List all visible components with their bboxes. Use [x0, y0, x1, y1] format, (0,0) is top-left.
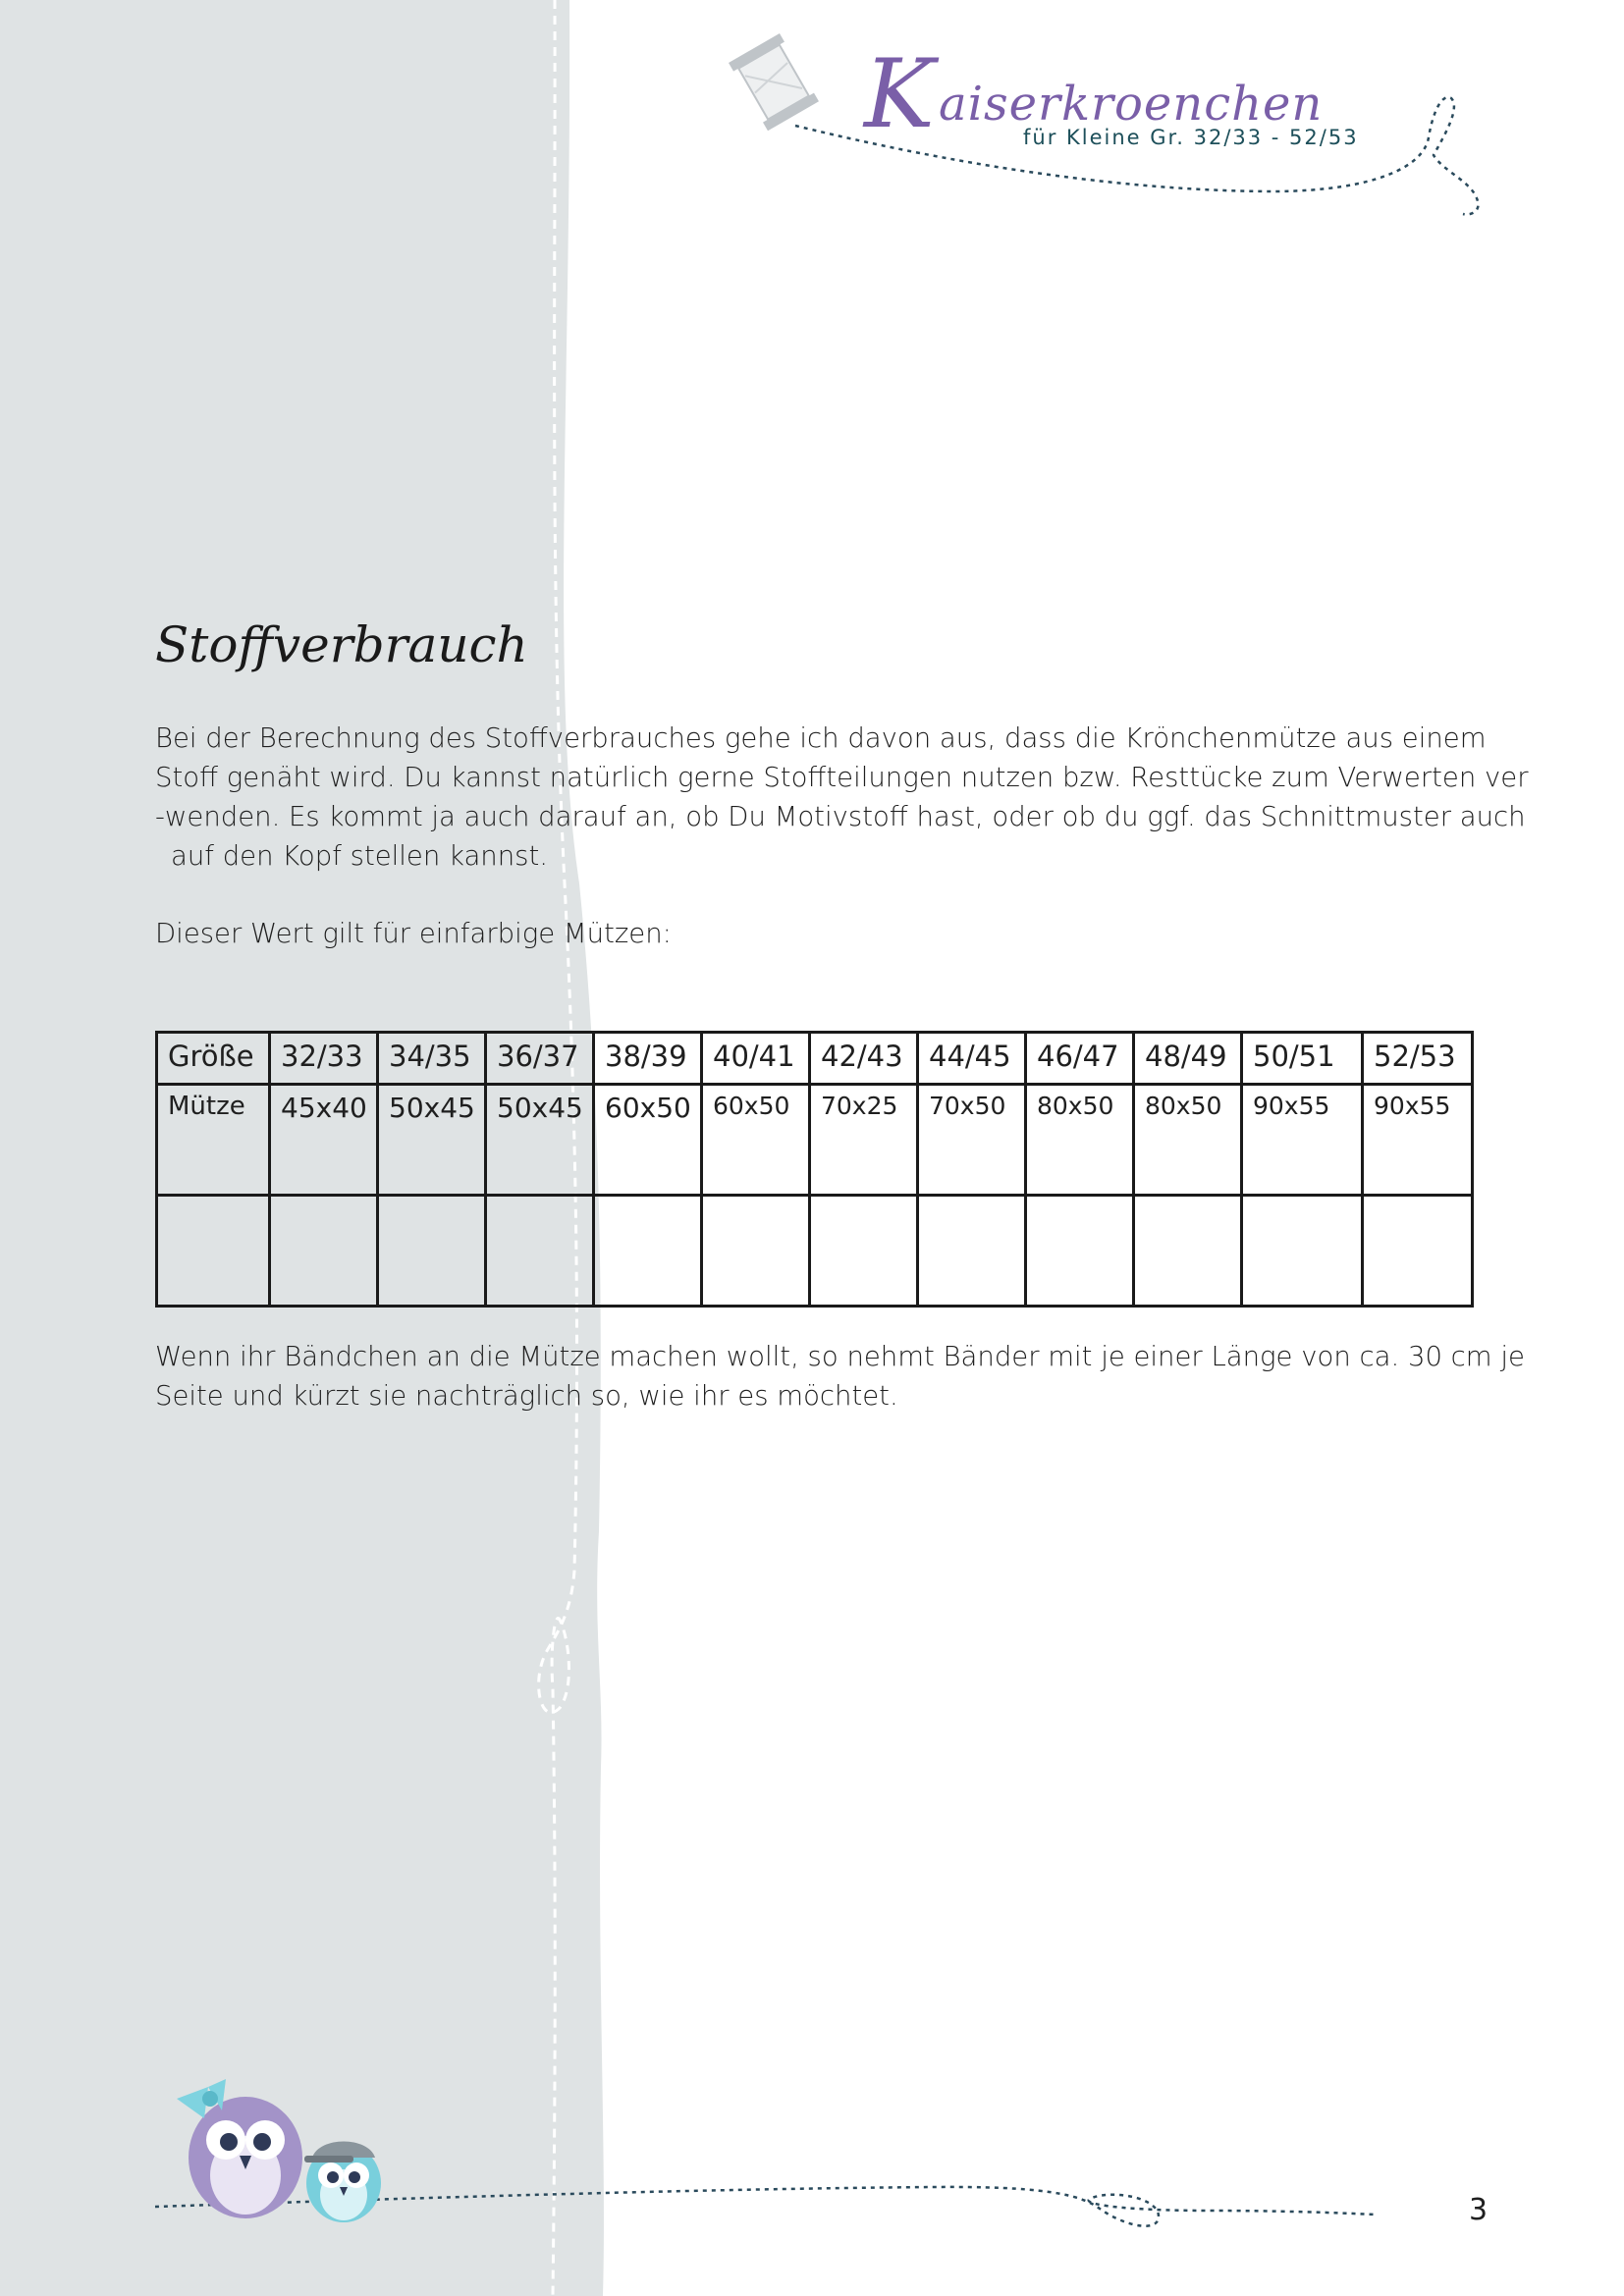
- size-row: [157, 1033, 1473, 1085]
- size-cell: 40/41: [702, 1033, 810, 1085]
- cap-row: [157, 1085, 1473, 1196]
- logo-initial: K: [864, 39, 936, 149]
- size-cell: 36/37: [486, 1033, 594, 1085]
- intro-line: Bei der Berechnung des Stoffverbrauches gehe ich davon aus, dass die Krönchenmütze aus einem: [155, 722, 1487, 754]
- cap-label-cell: Mütze: [157, 1085, 270, 1196]
- cap-cell: 70x25: [810, 1085, 918, 1196]
- ribbon-line: Wenn ihr Bändchen an die Mütze machen wollt, so nehmt Bänder mit je einer Länge von ca. 30 cm je: [155, 1341, 1525, 1372]
- size-cell: 48/49: [1134, 1033, 1242, 1085]
- size-label-cell: Größe: [157, 1033, 270, 1085]
- cap-cell: 50x45: [378, 1085, 486, 1196]
- empty-cell: [702, 1196, 810, 1307]
- intro-line: auf den Kopf stellen kannst.: [171, 840, 549, 872]
- thread-spool-icon: [729, 33, 819, 131]
- empty-cell: [1026, 1196, 1134, 1307]
- cap-cell: 60x50: [594, 1085, 702, 1196]
- size-cell: 42/43: [810, 1033, 918, 1085]
- intro-line: -wenden. Es kommt ja auch darauf an, ob Du Motivstoff hast, oder ob du ggf. das Schnittmuster auch: [155, 801, 1526, 832]
- empty-row: [157, 1196, 1473, 1307]
- cap-cell: 80x50: [1026, 1085, 1134, 1196]
- cap-cell: 90x55: [1242, 1085, 1363, 1196]
- cap-cell: 90x55: [1363, 1085, 1473, 1196]
- size-cell: 52/53: [1363, 1033, 1473, 1085]
- ribbon-paragraph: [155, 1337, 1525, 1415]
- section-heading: Stoffverbrauch: [155, 616, 528, 673]
- page-number: 3: [1469, 2193, 1489, 2227]
- intro-line: Stoff genäht wird. Du kannst natürlich gerne Stoffteilungen nutzen bzw. Resttücke zum Verwerten ver: [155, 762, 1529, 793]
- size-cell: 44/45: [918, 1033, 1026, 1085]
- cap-cell: 50x45: [486, 1085, 594, 1196]
- size-cell: 32/33: [270, 1033, 378, 1085]
- logo-title: [864, 39, 1375, 149]
- size-cell: 50/51: [1242, 1033, 1363, 1085]
- note-text: Dieser Wert gilt für einfarbige Mützen:: [155, 918, 672, 949]
- empty-cell: [810, 1196, 918, 1307]
- empty-cell: [486, 1196, 594, 1307]
- intro-paragraph: [155, 719, 1529, 876]
- cap-cell: 80x50: [1134, 1085, 1242, 1196]
- ribbon-line: Seite und kürzt sie nachträglich so, wie ihr es möchtet.: [155, 1380, 898, 1412]
- cap-cell: 60x50: [702, 1085, 810, 1196]
- size-cell: 38/39: [594, 1033, 702, 1085]
- empty-cell: [918, 1196, 1026, 1307]
- owl-pair-illustration: [157, 2059, 412, 2226]
- empty-cell: [378, 1196, 486, 1307]
- empty-cell: [157, 1196, 270, 1307]
- empty-cell: [594, 1196, 702, 1307]
- empty-cell: [1242, 1196, 1363, 1307]
- empty-cell: [270, 1196, 378, 1307]
- cap-cell: 70x50: [918, 1085, 1026, 1196]
- logo-subtitle: für Kleine Gr. 32/33 - 52/53: [1023, 126, 1359, 149]
- fabric-table: [155, 1031, 1474, 1308]
- note-paragraph: [155, 914, 1471, 953]
- cap-cell: 45x40: [270, 1085, 378, 1196]
- empty-cell: [1134, 1196, 1242, 1307]
- size-cell: 34/35: [378, 1033, 486, 1085]
- empty-cell: [1363, 1196, 1473, 1307]
- logo-name: aiserkroenchen: [939, 77, 1324, 132]
- size-cell: 46/47: [1026, 1033, 1134, 1085]
